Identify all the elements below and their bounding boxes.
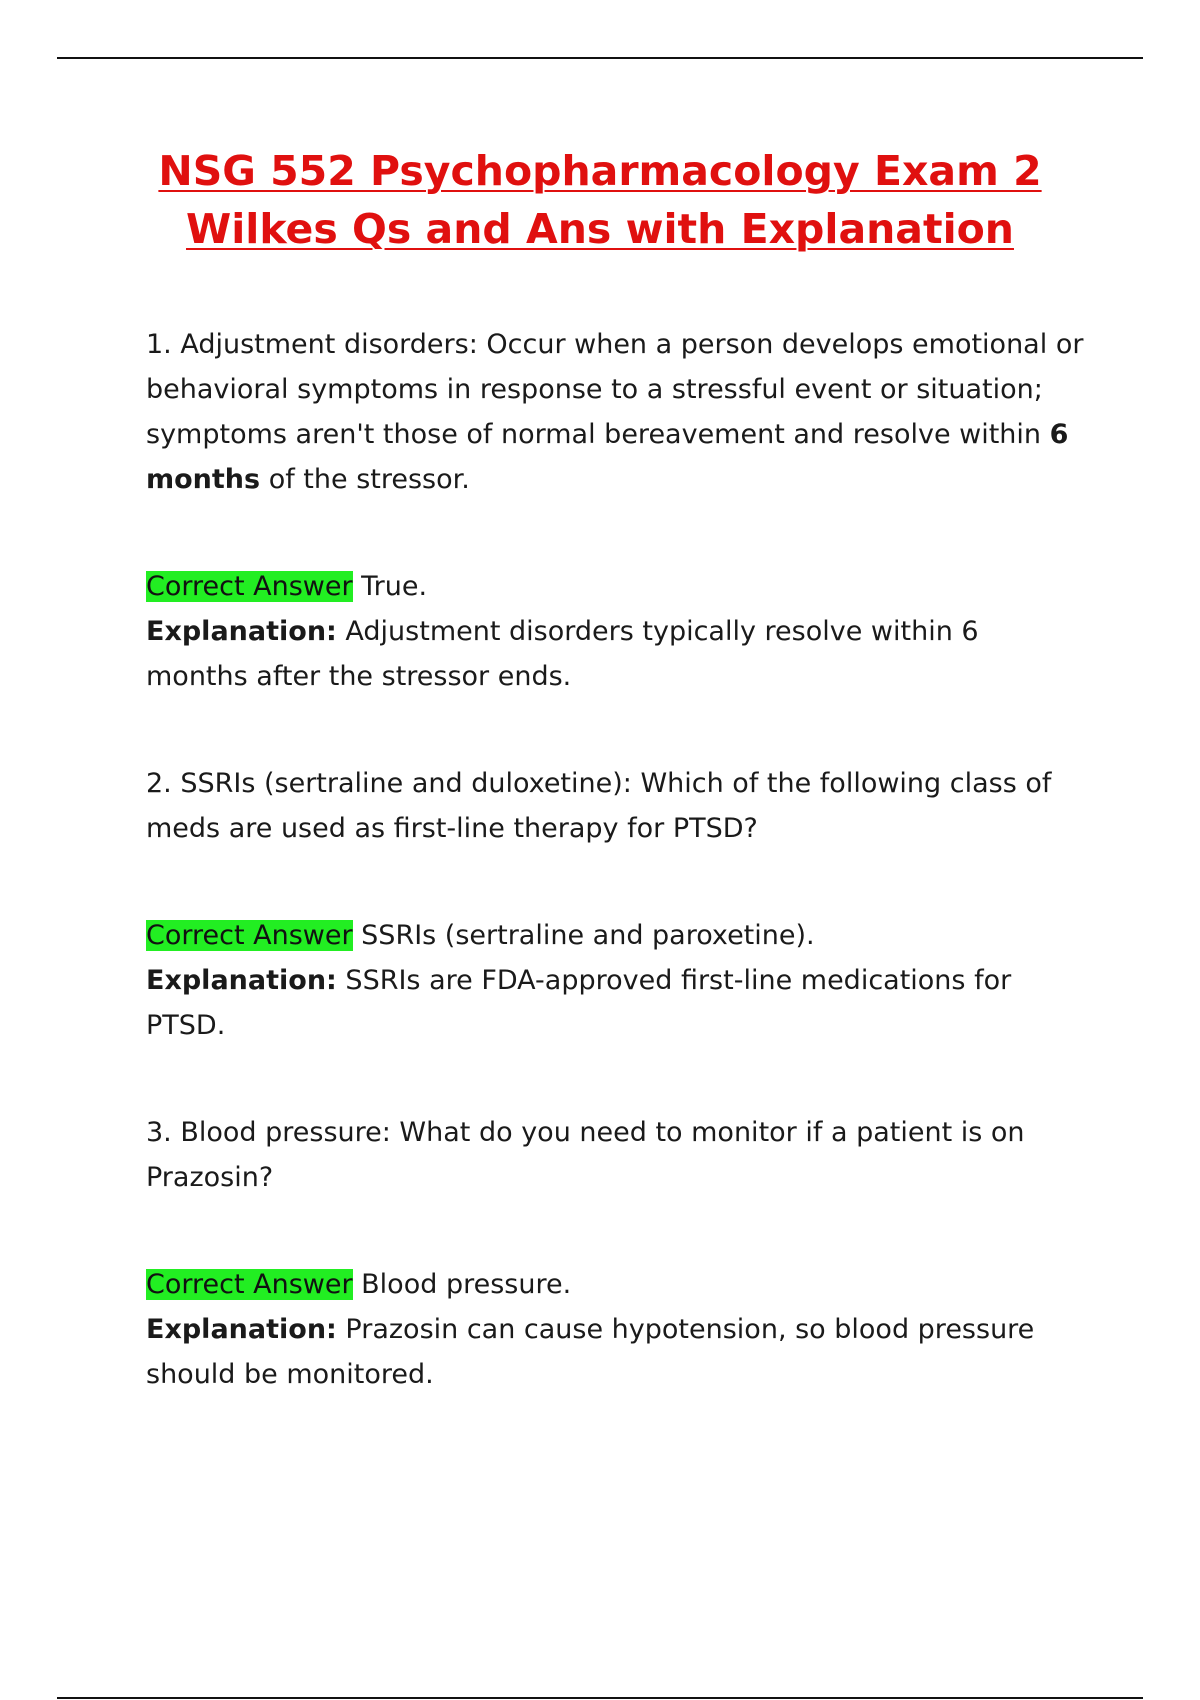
document-body xyxy=(146,322,1086,1459)
answer-2-text: SSRIs (sertraline and paroxetine). xyxy=(352,920,815,951)
bottom-rule xyxy=(57,1697,1143,1699)
explanation-3 xyxy=(146,1307,1086,1397)
answer-block-1 xyxy=(146,564,1086,699)
explanation-1 xyxy=(146,609,1086,699)
answer-block-3 xyxy=(146,1262,1086,1397)
explanation-1-text: Adjustment disorders typically resolve within 6 months after the stressor ends. xyxy=(146,616,979,692)
explanation-label: Explanation: xyxy=(146,965,337,996)
question-1-text-end: of the stressor. xyxy=(260,464,470,495)
correct-answer-label: Correct Answer xyxy=(146,920,353,951)
answer-1 xyxy=(146,564,1086,609)
document-title: NSG 552 Psychopharmacology Exam 2 Wilkes Qs and Ans with Explanation xyxy=(158,147,1042,253)
question-3: 3. Blood pressure: What do you need to monitor if a patient is on Prazosin? xyxy=(146,1117,1025,1193)
question-1-bold-text: 6 months xyxy=(146,419,1069,495)
explanation-3-text: Prazosin can cause hypotension, so blood pressure should be monitored. xyxy=(146,1314,1035,1390)
correct-answer-label: Correct Answer xyxy=(146,571,353,602)
answer-3-text: Blood pressure. xyxy=(352,1269,572,1300)
question-1-text: 1. Adjustment disorders: Occur when a person develops emotional or behavioral symptoms in response to a stressful event or situation; symptoms aren't those of normal bereavement and resolve within xyxy=(146,329,1084,450)
explanation-2 xyxy=(146,958,1086,1048)
answer-1-text: True. xyxy=(352,571,428,602)
explanation-label: Explanation: xyxy=(146,1314,337,1345)
answer-block-2 xyxy=(146,913,1086,1048)
answer-3 xyxy=(146,1262,1086,1307)
answer-2 xyxy=(146,913,1086,958)
explanation-2-text: SSRIs are FDA-approved first-line medications for PTSD. xyxy=(146,965,1012,1041)
top-rule xyxy=(57,57,1143,59)
question-1 xyxy=(146,322,1086,502)
correct-answer-label: Correct Answer xyxy=(146,1269,353,1300)
explanation-label: Explanation: xyxy=(146,616,337,647)
question-2: 2. SSRIs (sertraline and duloxetine): Which of the following class of meds are used as first-line therapy for PTSD? xyxy=(146,768,1052,844)
